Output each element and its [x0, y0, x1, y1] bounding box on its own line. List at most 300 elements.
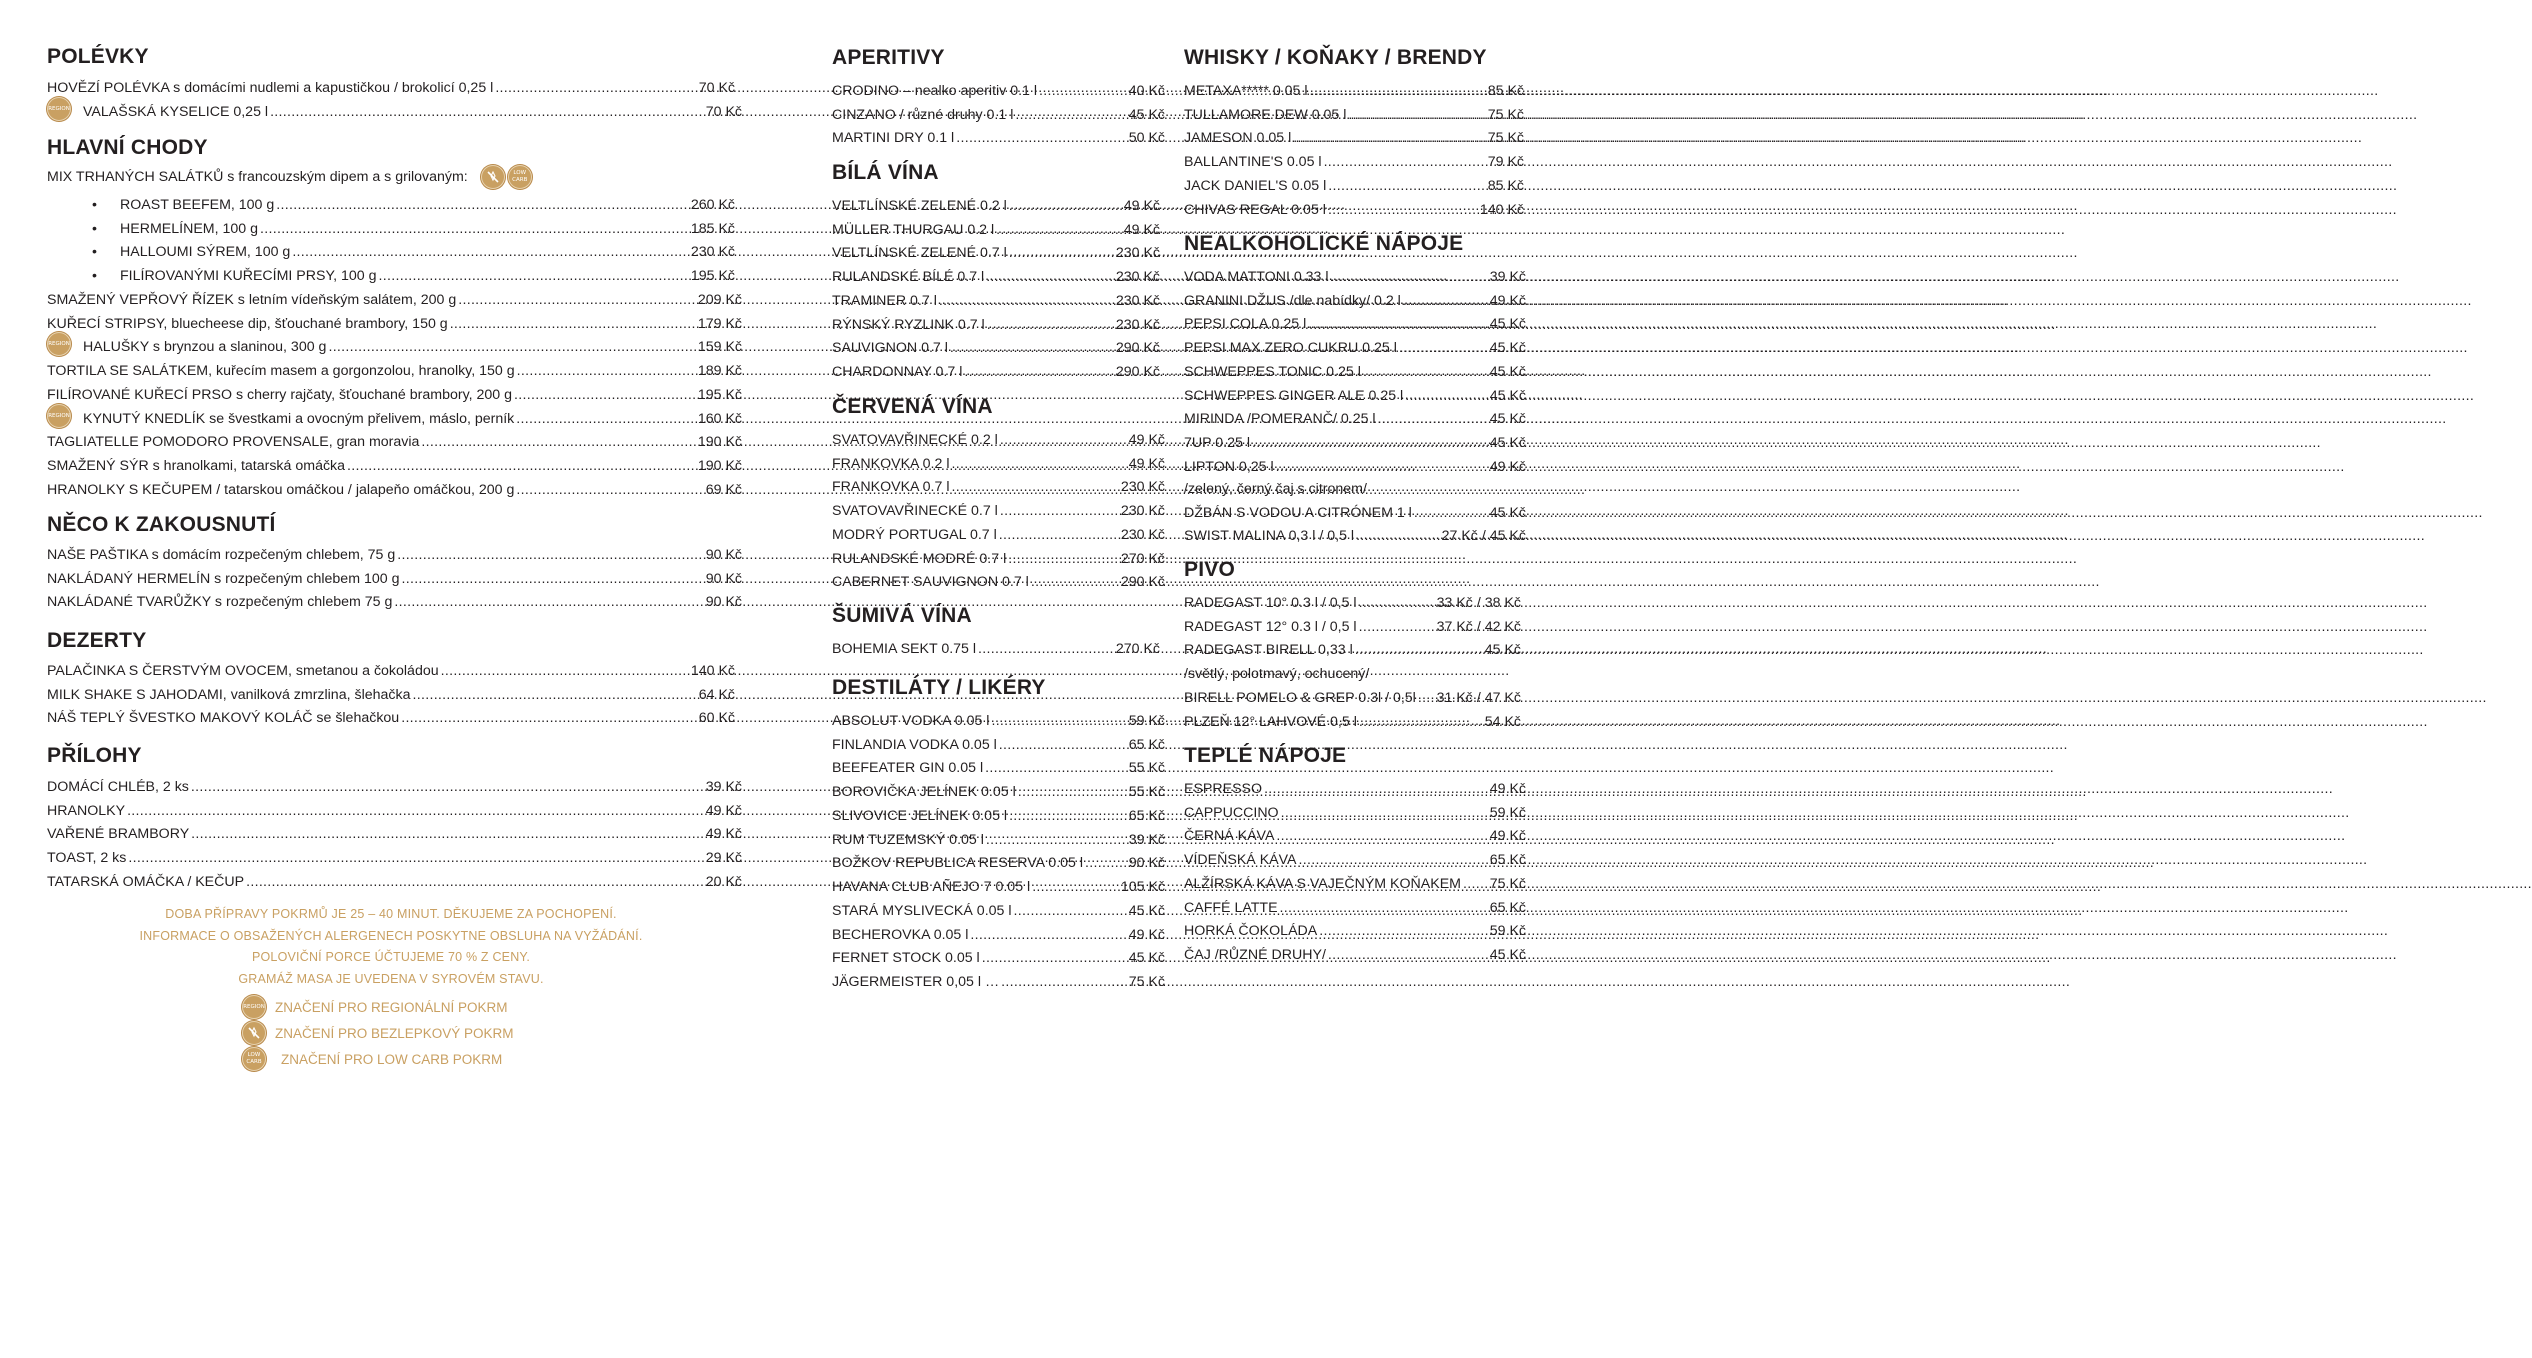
item-name: KYNUTÝ KNEDLÍK se švestkami a ovocným přelivem, máslo, perník	[83, 410, 515, 427]
menu-item	[47, 540, 745, 564]
leader-dots	[270, 103, 704, 121]
menu-item	[1184, 195, 1524, 219]
section-cervena	[832, 425, 1165, 591]
item-price: 65 Kč	[1128, 807, 1165, 824]
item-price: 260 Kč	[690, 196, 735, 213]
item-price: 230 Kč	[1115, 269, 1160, 285]
menu-item	[47, 404, 745, 428]
menu-item	[1184, 171, 1524, 195]
item-name: CHARDONNAY 0.7 l	[832, 364, 963, 380]
menu-item	[47, 97, 745, 121]
item-name: SVATOVAVŘINECKÉ 0.2 l	[832, 431, 998, 448]
menu-item	[47, 238, 745, 262]
leader-dots	[516, 481, 703, 499]
item-price: 75 Kč	[1489, 875, 1526, 892]
item-price: 69 Kč	[705, 481, 742, 498]
menu-item	[832, 754, 1165, 778]
item-name: HRANOLKY	[47, 802, 126, 819]
menu-item	[832, 76, 1165, 100]
item-price: 90 Kč	[1128, 855, 1165, 872]
item-price: 31 Kč / 47 Kč	[1436, 689, 1521, 706]
item-name: BOHEMIA SEKT 0.75 l	[832, 640, 977, 657]
leader-dots	[1363, 363, 1488, 381]
menu-item	[1184, 636, 1521, 660]
item-name: TRAMINER 0.7 l	[832, 292, 937, 309]
section-title-teple: TEPLÉ NÁPOJE	[1184, 744, 1347, 767]
item-name: TAGLIATELLE POMODORO PROVENSALE, gran moravia	[47, 434, 420, 451]
bullet: •	[92, 196, 97, 213]
leader-dots	[1359, 618, 1435, 636]
item-price: 45 Kč	[1489, 504, 1526, 521]
item-price: 209 Kč	[697, 291, 742, 308]
item-name: GRANINI DŽUS /dle nabídky/ 0.2 l	[1184, 292, 1401, 309]
menu-item	[832, 801, 1165, 825]
leader-dots	[986, 831, 1127, 849]
section-title-prilohy: PŘÍLOHY	[47, 744, 142, 767]
menu-item	[47, 380, 745, 404]
leader-dots	[1000, 502, 1119, 520]
menu-item	[47, 356, 745, 380]
leader-dots	[978, 640, 1114, 658]
leader-dots	[1009, 244, 1114, 262]
leader-dots	[1403, 292, 1488, 310]
item-name: FRANKOVKA 0.2 l	[832, 455, 950, 472]
item-price: 60 Kč	[698, 710, 735, 727]
menu-item	[47, 475, 745, 499]
section-neco	[47, 540, 745, 611]
leader-dots	[347, 457, 696, 475]
item-name: VAŘENÉ BRAMBORY	[47, 826, 190, 843]
item-price: 65 Kč	[1489, 852, 1526, 868]
item-name: RADEGAST BIRELL 0,33 l	[1184, 642, 1353, 659]
item-price: 20 Kč	[705, 873, 742, 890]
item-name: MÜLLER THURGAU 0.2 l	[832, 221, 995, 238]
section-aperitivy	[832, 76, 1165, 147]
item-note: /světlý, polotmavý, ochucený/	[1184, 666, 1370, 682]
gluten-free-icon	[242, 1021, 266, 1045]
leader-dots	[1281, 804, 1488, 822]
item-name: CHIVAS REGAL 0.05 l	[1184, 201, 1326, 218]
section-title-neco: NĚCO K ZAKOUSNUTÍ	[47, 513, 276, 536]
item-price: 290 Kč	[1115, 364, 1160, 380]
item-name: ESPRESSO	[1184, 780, 1263, 797]
item-price: 50 Kč	[1128, 130, 1165, 147]
item-name: MIX TRHANÝCH SALÁTKŮ s francouzským dipem a s grilovaným:	[47, 168, 468, 185]
leader-dots	[1328, 946, 1488, 964]
menu-item	[832, 310, 1160, 334]
item-price: 49 Kč	[705, 802, 742, 819]
menu-item	[47, 190, 745, 214]
leader-dots	[276, 196, 689, 214]
menu-item	[1184, 845, 1526, 869]
section-title-sumiva: ŠUMIVÁ VÍNA	[832, 604, 972, 627]
item-price: 49 Kč	[1123, 221, 1160, 238]
item-name: HORKÁ ČOKOLÁDA	[1184, 923, 1318, 940]
menu-item	[1184, 124, 1524, 148]
leader-dots	[292, 243, 689, 261]
menu-item	[1184, 452, 1526, 476]
item-name: SVATOVAVŘINECKÉ 0.7 l	[832, 503, 998, 519]
leader-dots	[1014, 902, 1127, 920]
menu-item	[832, 730, 1165, 754]
menu-item	[832, 967, 1165, 991]
section-title-hlavni: HLAVNÍ CHODY	[47, 136, 208, 159]
item-name: SWIST MALINA 0,3 l / 0,5 l	[1184, 528, 1355, 545]
leader-dots	[516, 410, 696, 428]
leader-dots	[986, 268, 1114, 286]
item-price: 49 Kč	[1489, 292, 1526, 309]
section-teple	[1184, 774, 1526, 964]
section-title-pivo: PIVO	[1184, 558, 1235, 581]
menu-item	[832, 191, 1160, 215]
section-prilohy	[47, 772, 745, 891]
item-name: HOVĚZÍ POLÉVKA s domácími nudlemi a kapustičkou / brokolicí 0,25 l	[47, 79, 494, 96]
leader-dots	[1355, 641, 1483, 659]
menu-item	[47, 772, 745, 796]
item-name: LIPTON 0,25 l	[1184, 458, 1274, 475]
item-price: 189 Kč	[697, 363, 742, 379]
item-price: 39 Kč	[1489, 268, 1526, 285]
item-name: BALLANTINE'S 0.05 l	[1184, 154, 1322, 170]
item-name: FERNET STOCK 0.05 l	[832, 950, 980, 967]
legend-item	[242, 994, 514, 1020]
item-name: PEPSI COLA 0.25 l	[1184, 316, 1307, 333]
item-name: FILÍROVANÉ KUŘECÍ PRSO s cherry rajčaty, šťouchané brambory, 200 g	[47, 386, 512, 403]
leader-dots	[1015, 106, 1126, 124]
item-price: 179 Kč	[697, 315, 742, 332]
leader-dots	[1348, 106, 1485, 124]
leader-dots	[1378, 410, 1488, 428]
item-name: TATARSKÁ OMÁČKA / KEČUP	[47, 873, 245, 890]
legend-item	[242, 1046, 514, 1072]
leader-dots	[987, 316, 1114, 334]
item-price: 45 Kč	[1128, 106, 1165, 123]
item-price: 49 Kč	[1128, 455, 1165, 472]
item-name: CABERNET SAUVIGNON 0.7 l	[832, 574, 1029, 591]
legend-label: ZNAČENÍ PRO BEZLEPKOVÝ POKRM	[275, 1025, 514, 1041]
menu-item	[47, 214, 745, 238]
item-note: /zelený, černý čaj s citronem/	[1184, 480, 1367, 497]
bullet: •	[92, 244, 97, 261]
item-name: METAXA***** 0.05 l	[1184, 82, 1308, 99]
item-price: 55 Kč	[1128, 784, 1165, 800]
legend-item	[242, 1020, 514, 1046]
menu-item	[1184, 683, 1521, 707]
menu-item	[832, 634, 1160, 658]
leader-dots	[1018, 783, 1127, 801]
item-name: BOROVIČKA JELÍNEK 0.05 l	[832, 784, 1016, 800]
item-price: 39 Kč	[705, 778, 742, 795]
leader-dots	[421, 433, 695, 451]
bullet: •	[92, 268, 97, 284]
item-price: 49 Kč	[1128, 431, 1165, 448]
item-price: 59 Kč	[1128, 712, 1165, 729]
item-price: 49 Kč	[1489, 458, 1526, 475]
item-price: 59 Kč	[1489, 923, 1526, 940]
leader-dots	[401, 709, 697, 727]
item-name: BECHEROVKA 0.05 l	[832, 926, 969, 943]
item-price: 270 Kč	[1120, 550, 1165, 567]
menu-item	[832, 520, 1165, 544]
item-name: MIRINDA /POMERANČ/ 0.25 l	[1184, 411, 1376, 428]
menu-item	[832, 496, 1165, 520]
leader-dots	[1276, 458, 1488, 476]
menu-item-intro	[47, 163, 745, 190]
item-price: 49 Kč	[1489, 828, 1526, 845]
menu-item	[832, 920, 1165, 944]
menu-item	[1184, 869, 1526, 893]
leader-dots	[999, 736, 1127, 754]
menu-item	[832, 334, 1160, 358]
leader-dots	[956, 129, 1127, 147]
note-line: INFORMACE O OBSAŽENÝCH ALERGENECH POSKYTNE OBSLUHA NA VYŽÁDÁNÍ.	[139, 928, 643, 943]
item-price: 190 Kč	[697, 434, 742, 451]
item-price: 29 Kč	[705, 850, 742, 866]
item-name: CINZANO / různé druhy 0.1 l	[832, 106, 1014, 123]
item-price: 45 Kč	[1489, 435, 1526, 451]
menu-item	[1184, 498, 1526, 522]
leader-dots	[982, 949, 1127, 967]
item-price: 85 Kč	[1487, 82, 1524, 99]
leader-dots	[951, 478, 1118, 496]
leader-dots	[1008, 550, 1119, 568]
menu-item	[832, 286, 1160, 310]
item-name: VALAŠSKÁ KYSELICE 0,25 l	[83, 103, 269, 120]
item-price: 195 Kč	[697, 386, 742, 403]
item-name: PEPSI MAX ZERO CUKRU 0.25 l	[1184, 340, 1397, 356]
menu-item	[832, 215, 1160, 239]
item-price: 45 Kč	[1489, 340, 1526, 356]
menu-item	[1184, 262, 1526, 286]
section-bila	[832, 191, 1160, 381]
item-price: 140 Kč	[690, 662, 735, 679]
leader-dots	[441, 662, 689, 680]
item-name: SLIVOVICE JELÍNEK 0.05 l	[832, 807, 1008, 824]
item-price: 37 Kč / 42 Kč	[1436, 618, 1521, 635]
low-carb-icon: LOW CARB	[508, 165, 532, 189]
menu-item	[832, 425, 1165, 449]
menu-item	[47, 843, 745, 867]
item-name: HRANOLKY S KEČUPEM / tatarskou omáčkou / jalapeňo omáčkou, 200 g	[47, 481, 515, 498]
item-name: PALAČINKA S ČERSTVÝM OVOCEM, smetanou a čokoládou	[47, 662, 439, 679]
menu-item	[1184, 357, 1526, 381]
leader-dots	[1414, 504, 1488, 522]
menu-item	[832, 357, 1160, 381]
item-name: FRANKOVKA 0.7 l	[832, 479, 950, 496]
item-price: 230 Kč	[1115, 245, 1160, 262]
item-name: ROAST BEEFEM, 100 g	[120, 196, 275, 213]
item-name: HALUŠKY s brynzou a slaninou, 300 g	[83, 339, 327, 356]
icon-legend	[242, 994, 514, 1072]
leader-dots	[1324, 153, 1486, 171]
leader-dots	[1308, 315, 1487, 333]
menu-item	[832, 449, 1165, 473]
item-name: JACK DANIEL'S 0.05 l	[1184, 177, 1327, 194]
item-name: SCHWEPPES TONIC 0.25 l	[1184, 363, 1361, 380]
leader-dots	[1418, 689, 1435, 707]
leader-dots	[401, 570, 703, 588]
section-title-destilaty: DESTILÁTY / LIKÉRY	[832, 676, 1046, 699]
item-name: NAKLÁDANÉ TVARŮŽKY s rozpečeným chlebem 75 g	[47, 594, 393, 611]
item-price: 33 Kč / 38 Kč	[1436, 594, 1521, 611]
item-price: 90 Kč	[705, 594, 742, 611]
item-price: 49 Kč	[705, 826, 742, 843]
item-price: 39 Kč	[1128, 831, 1165, 848]
section-polevky	[47, 73, 745, 121]
item-price: 45 Kč	[1128, 902, 1165, 919]
leader-dots	[1276, 827, 1487, 845]
item-name: JÄGERMEISTER 0,05 l …	[832, 974, 1000, 990]
menu-item	[47, 656, 745, 680]
leader-dots	[1356, 527, 1440, 545]
item-name: RULANDSKÉ MODRÉ 0.7 l	[832, 550, 1007, 567]
menu-item	[832, 544, 1165, 568]
note-line: GRAMÁŽ MASA JE UVEDENA V SYROVÉM STAVU.	[238, 971, 544, 986]
item-name: TULLAMORE DEW 0.05 l	[1184, 106, 1347, 123]
leader-dots	[1331, 268, 1488, 286]
item-price: 270 Kč	[1115, 640, 1160, 657]
leader-dots	[1001, 973, 1108, 991]
item-name: TOAST, 2 ks	[47, 850, 127, 866]
leader-dots	[1463, 875, 1488, 893]
item-price: 230 Kč	[1115, 292, 1160, 309]
menu-item	[47, 588, 745, 612]
item-name: JAMESON 0.05 l	[1184, 130, 1292, 147]
item-name: STARÁ MYSLIVECKÁ 0.05 l	[832, 902, 1012, 919]
item-price: 27 Kč / 45 Kč	[1441, 528, 1526, 545]
item-name: BEEFEATER GIN 0.05 l	[832, 760, 984, 777]
item-name: MARTINI DRY 0.1 l	[832, 130, 955, 147]
note-line: DOBA PŘÍPRAVY POKRMŮ JE 25 – 40 MINUT. DĚKUJEME ZA POCHOPENÍ.	[165, 907, 617, 921]
item-name: MILK SHAKE S JAHODAMI, vanilková zmrzlina, šlehačka	[47, 686, 411, 703]
item-price: 45 Kč	[1489, 363, 1526, 380]
leader-dots	[1319, 922, 1487, 940]
item-price: 140 Kč	[1479, 201, 1524, 218]
menu-item	[1184, 917, 1526, 941]
menu-item	[832, 262, 1160, 286]
leader-dots	[1359, 594, 1435, 612]
menu-item	[1184, 333, 1526, 357]
item-price: 64 Kč	[698, 686, 735, 703]
leader-dots	[127, 802, 704, 820]
menu-item	[47, 867, 745, 891]
menu-item	[832, 239, 1160, 263]
menu-item	[47, 428, 745, 452]
leader-dots	[1252, 434, 1488, 452]
item-price: 230 Kč	[1120, 479, 1165, 496]
item-name: DOMÁCÍ CHLÉB, 2 ks	[47, 778, 189, 795]
menu-item	[47, 451, 745, 475]
item-name: CAPPUCCINO	[1184, 804, 1279, 821]
section-title-whisky: WHISKY / KOŇAKY / BRENDY	[1184, 46, 1487, 69]
item-name: ABSOLUT VODKA 0.05 l	[832, 712, 990, 729]
item-name: FINLANDIA VODKA 0.05 l	[832, 736, 997, 753]
item-name: BOŽKOV REPUBLICA RESERVA 0.05 l	[832, 855, 1084, 872]
item-price: 85 Kč	[1487, 177, 1524, 194]
leader-dots	[260, 220, 689, 238]
item-name: KUŘECÍ STRIPSY, bluecheese dip, šťouchané brambory, 150 g	[47, 315, 448, 332]
leader-dots	[1310, 82, 1486, 100]
item-price: 65 Kč	[1128, 736, 1165, 753]
item-name: RADEGAST 12° 0.3 l / 0,5 l	[1184, 618, 1357, 635]
menu-item	[1184, 76, 1524, 100]
leader-dots	[412, 686, 696, 704]
section-nealko	[1184, 262, 1526, 545]
leader-dots	[128, 849, 703, 867]
leader-dots	[1399, 339, 1488, 357]
leader-dots	[991, 712, 1126, 730]
item-name: RULANDSKÉ BÍLÉ 0.7 l	[832, 269, 985, 285]
leader-dots	[394, 593, 703, 611]
leader-dots	[1405, 387, 1488, 405]
low-carb-icon: LOW CARB	[242, 1047, 266, 1071]
menu-item	[1184, 310, 1526, 334]
item-name: HAVANA CLUB AÑEJO 7 0.05 l	[832, 879, 1031, 895]
item-name: FILÍROVANÝMI KUŘECÍMI PRSY, 100 g	[120, 268, 377, 284]
item-price: 230 Kč	[1115, 316, 1160, 333]
item-price: 49 Kč	[1123, 197, 1160, 214]
section-hlavni	[47, 163, 745, 499]
section-dezerty	[47, 656, 745, 727]
item-name: SCHWEPPES GINGER ALE 0.25 l	[1184, 387, 1404, 404]
menu-item	[1184, 707, 1521, 731]
leader-dots	[517, 362, 696, 380]
leader-dots	[939, 292, 1114, 310]
item-name: HERMELÍNEM, 100 g	[120, 220, 258, 237]
item-name: NÁŠ TEPLÝ ŠVESTKO MAKOVÝ KOLÁČ se šlehačkou	[47, 710, 400, 727]
menu-item	[47, 704, 745, 728]
leader-dots	[999, 526, 1119, 544]
leader-dots	[996, 221, 1122, 239]
item-price: 45 Kč	[1484, 642, 1521, 659]
item-price: 49 Kč	[1128, 926, 1165, 943]
item-price: 185 Kč	[690, 220, 735, 237]
menu-item	[1184, 147, 1524, 171]
section-title-aperitivy: APERITIVY	[832, 46, 945, 69]
region-icon: REGION	[47, 97, 75, 121]
item-name: SMAŽENÝ SÝR s hranolkami, tatarská omáčka	[47, 458, 346, 474]
item-price: 40 Kč	[1128, 82, 1165, 99]
menu-item	[1184, 522, 1526, 546]
item-price: 45 Kč	[1489, 316, 1526, 333]
leader-dots	[951, 455, 1126, 473]
item-price: 90 Kč	[705, 570, 742, 587]
leader-dots	[985, 759, 1127, 777]
leader-dots	[1328, 201, 1478, 219]
item-name: RUM TUZEMSKÝ 0.05 l	[832, 831, 984, 848]
section-pivo	[1184, 588, 1521, 731]
item-price: 160 Kč	[697, 410, 742, 427]
section-title-cervena: ČERVENÁ VÍNA	[832, 395, 993, 418]
item-price: 45 Kč	[1489, 387, 1526, 404]
menu-item	[47, 261, 745, 285]
leader-dots	[450, 315, 696, 333]
menu-item	[47, 309, 745, 333]
item-name: PLZEŇ 12° LAHVOVÉ 0,5 l	[1184, 713, 1357, 730]
item-price: 54 Kč	[1484, 713, 1521, 730]
section-sumiva	[832, 634, 1160, 658]
item-price: 195 Kč	[690, 268, 735, 284]
menu-notes	[47, 904, 735, 990]
bullet: •	[92, 220, 97, 237]
menu-item	[47, 285, 745, 309]
menu-item	[1184, 286, 1526, 310]
menu-item	[47, 680, 745, 704]
item-price: 45 Kč	[1489, 947, 1526, 963]
section-destilaty	[832, 706, 1165, 991]
section-title-bila: BÍLÁ VÍNA	[832, 161, 939, 184]
section-whisky	[1184, 76, 1524, 219]
